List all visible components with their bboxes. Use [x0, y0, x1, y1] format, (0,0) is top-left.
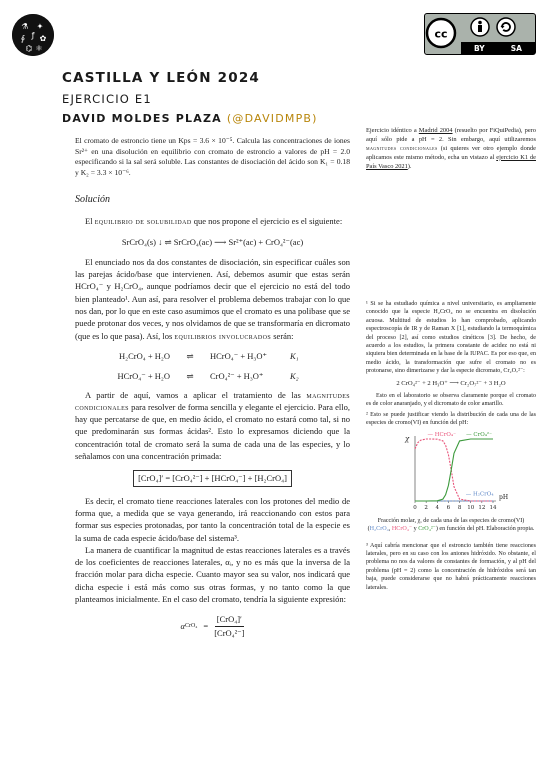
p-text: para resolver de forma sencilla y elegante el ejercicio. Para ello, hay que percatarse de que, en medio ácido, el cromato no estará como tal, si no que predominarán sus formas ácidas². Esto lo expresamos diciendo que la concentración total de cromato será la suma de cada una de las especies, y lo señalamos con una concentración primada: [75, 401, 350, 462]
paragraph-3 [75, 389, 350, 463]
equation-solubility: SrCrO₄(s) ↓ ⇌ SrCrO₄(ac) ⟶ Sr²⁺(ac) + CrO₄²⁻(ac) [121, 236, 304, 247]
caption-text: Fracción molar, χ, de cada una de las especies de cromo(VI) ( [367, 517, 525, 533]
problem-statement [75, 136, 350, 178]
p-text: A partir de aquí, vamos a aplicar el tratamiento de las [85, 389, 307, 400]
series-label-1: — HCrO₄⁻ [427, 431, 456, 438]
equation-alpha: α CrO₄ = [CrO₄]′ [CrO₄²⁻] [180, 614, 245, 638]
x-tick-label: 0 [413, 504, 417, 511]
series-label-2: — CrO₄²⁻ [466, 431, 493, 438]
paragraph-5: La manera de cuantificar la magnitud de estas reacciones laterales es a través de los coeficientes de reacciones laterales, αᵢ, y no es más que la inversa de la fracción molar para dicha especie. Cuanto mayor sea su valor, nos indicará que dicha especie i está más como sus otras formas, y no tanto como la que planteamos inicialmente. En el caso del cromato, tendría la siguiente expresión: [75, 544, 350, 605]
caption-hcro4: HCrO₄⁻ [391, 526, 413, 533]
madrid-2004-link[interactable]: Madrid 2004 [418, 127, 453, 134]
x-tick-label: 4 [435, 504, 440, 511]
solution-heading: Solución [75, 194, 110, 205]
equation-total-chromate [75, 470, 350, 486]
paragraph-2 [75, 256, 350, 342]
sa-label: SA [510, 43, 522, 53]
eq-rhs: CrO₄²⁻ + H₃O⁺ [210, 371, 264, 382]
eq-lhs: H₂CrO₄ + H₂O [119, 350, 170, 361]
x-tick-label: 14 [489, 504, 497, 511]
author-name: DAVID MOLDES PLAZA [62, 112, 222, 125]
author-logo [12, 14, 54, 56]
p-text: El enunciado nos da dos constantes de disociación, sin especificar cuáles son las parejas ácido/base que intervienen. Así, debemos asumir que estas serán HCrO₄⁻ y H₂CrO₄, aunque podríamos decir que el ejercicio no está del todo bien planteado¹. Aun así, para resolver el problema debemos trabajar con lo que nos dan, por lo que en este caso asumimos que el cromato es una polibase que se puede protonar dos veces, y nos olvidamos de que se transformaría en dicromato (que es lo que pasa). Así, los [75, 256, 350, 341]
footnote-2: ² Esto se puede justificar viendo la distribución de cada una de las especies de cromo(VI) en función del pH: [366, 411, 536, 427]
eq-rhs: HCrO₄⁻ + H₃O⁺ [210, 350, 267, 361]
svg-text:∮: ∮ [20, 34, 26, 43]
side-note-text: (resuelto por FiQuiPedia), pero aquí sólo pide a pH = 2. Sin embargo, aquí utilizaremos [366, 127, 536, 143]
p-text: El [85, 216, 95, 227]
author-line [62, 112, 318, 125]
x-tick-label: 8 [457, 504, 462, 511]
by-label: BY [474, 43, 485, 53]
paragraph-4: Es decir, el cromato tiene reacciones laterales con los protones del medio de forma que, a medida que se vaya generando, irá reaccionando con estos para formar sus especies protonadas, por tanto la concentración total de la especie es la suma de cada especie ácido/base del sistema³. [75, 495, 350, 543]
svg-text:✿: ✿ [39, 34, 47, 43]
statement-text: El cromato de estroncio tiene un Kps = 3.6 × 10⁻⁵. Calcula las concentraciones de iones Sr²⁺ en una disolución en equilibrio con cromato de estroncio a valores de pH = 2.0 especificando si la sal será soluble. Las constantes de disociación del ácido son K₁ = 0.18 y K₂ = 3.3 × 10⁻⁶. [75, 136, 350, 177]
fraction-denominator: [CrO₄²⁻] [214, 627, 245, 638]
p-smallcaps: equilibrios involucrados [174, 330, 272, 341]
svg-text:⚗: ⚗ [21, 22, 29, 31]
eq-arrow: ⇌ [186, 371, 194, 382]
p-text: que nos propone el ejercicio es el siguiente: [191, 216, 343, 227]
svg-text:⚛: ⚛ [35, 44, 43, 53]
side-note-text: (si quieres ver otro ejemplo donde aplicamos este mismo método, echa un vistazo al [366, 144, 536, 161]
footnotes [366, 300, 536, 592]
pais-vasco-link[interactable]: ejercicio K1 de País Vasco 2021 [366, 153, 536, 170]
boxed-equation: [CrO₄]′ = [CrO₄²⁻] + [HCrO₄⁻] + [H₂CrO₄] [133, 470, 292, 486]
svg-text:ƒ: ƒ [31, 31, 35, 40]
svg-text:✦: ✦ [36, 22, 44, 31]
footnote-1-equation: 2 CrO₄²⁻ + 2 H₃O⁺ ⟶ Cr₂O₇²⁻ + 3 H₂O [396, 379, 506, 387]
x-axis-label: pH [499, 493, 509, 501]
footnote-1: ¹ Si se ha estudiado química a nivel universitario, es ampliamente conocido que la especie H₂CrO₄ no se encuentra en disolución acuosa. Multitud de estudios lo han comprobado, aplicando espectroscopía de IR y de Raman X [1], estudiando la termoquímica del proceso [2], así como estudios cinéticos [3]. De hecho, de acuerdo a los estudios, la primera constante de acidez no está ni siquiera bien determinada en la base de la IUPAC. Es por eso que, en medio ácido, la transformación que sufre el cromato no es protonarse, sino dimerizarse y dar la especie dicromato, Cr₂O₇²⁻: [366, 301, 536, 375]
svg-text:cc: cc [434, 27, 448, 41]
caption-cro4: CrO₄²⁻ [418, 526, 436, 533]
solution-body [75, 194, 350, 639]
footnote-3: ³ Aquí cabría mencionar que el estroncio también tiene reacciones laterales, pero en su caso con los aniones hidróxido. No obstante, el problema no nos da valores de constantes de formación, y al pH del problema (pH = 2) como la concentración de hidróxidos será tan baja, puede considerarse que no habrá prácticamente reacciones laterales. [366, 542, 536, 591]
x-tick-label: 10 [467, 504, 475, 511]
eq-constant: K₂ [290, 371, 299, 382]
side-note-smallcaps: magnitudes condicionales [366, 144, 438, 152]
fraction-numerator: [CrO₄]′ [215, 613, 244, 626]
speciation-chart [401, 431, 509, 515]
paragraph-1 [75, 215, 350, 227]
side-note [366, 127, 536, 172]
page-title: CASTILLA Y LEÓN 2024 [62, 70, 261, 86]
cc-bar [461, 42, 535, 54]
author-handle[interactable]: (@DAVIDMPB) [226, 112, 318, 125]
footnote-1b: Esto en el laboratorio se observa claramente porque el cromato es de color anaranjado, y el dicromato de color amarillo. [366, 393, 536, 408]
caption-text: ) en función del pH. Elaboración propia. [435, 526, 535, 533]
alpha-symbol: α [180, 620, 185, 631]
header-titles [62, 70, 318, 125]
cc-license-badge[interactable] [424, 13, 536, 55]
eq-constant: K₁ [290, 350, 299, 361]
fraction [214, 613, 244, 639]
caption-text: , [388, 526, 392, 533]
p-smallcaps: magnitudes condicionales [75, 389, 350, 412]
alpha-subscript: CrO₄ [184, 622, 198, 629]
p-text: serán: [271, 330, 294, 341]
side-note-text: ). [407, 162, 412, 170]
series-label-0: — H₂CrO₄ [465, 491, 494, 498]
p-smallcaps: equilibrio de solubilidad [94, 216, 192, 227]
side-note-text: Ejercicio idéntico a [366, 127, 419, 134]
equation-k1 [75, 350, 350, 362]
svg-text:⌬: ⌬ [25, 44, 33, 53]
y-axis-label: χ [405, 434, 410, 443]
x-tick-label: 6 [446, 504, 451, 511]
equation-k2 [75, 370, 350, 382]
caption-text: y [412, 526, 419, 533]
chart-caption [366, 517, 536, 534]
eq-arrow: ⇌ [186, 350, 194, 361]
x-tick-label: 12 [478, 504, 486, 511]
caption-h2cro4: H₂CrO₄ [369, 526, 389, 533]
exercise-label: EJERCICIO E1 [62, 92, 152, 106]
x-tick-label: 2 [424, 504, 428, 511]
eq-lhs: HCrO₄⁻ + H₂O [117, 371, 170, 382]
